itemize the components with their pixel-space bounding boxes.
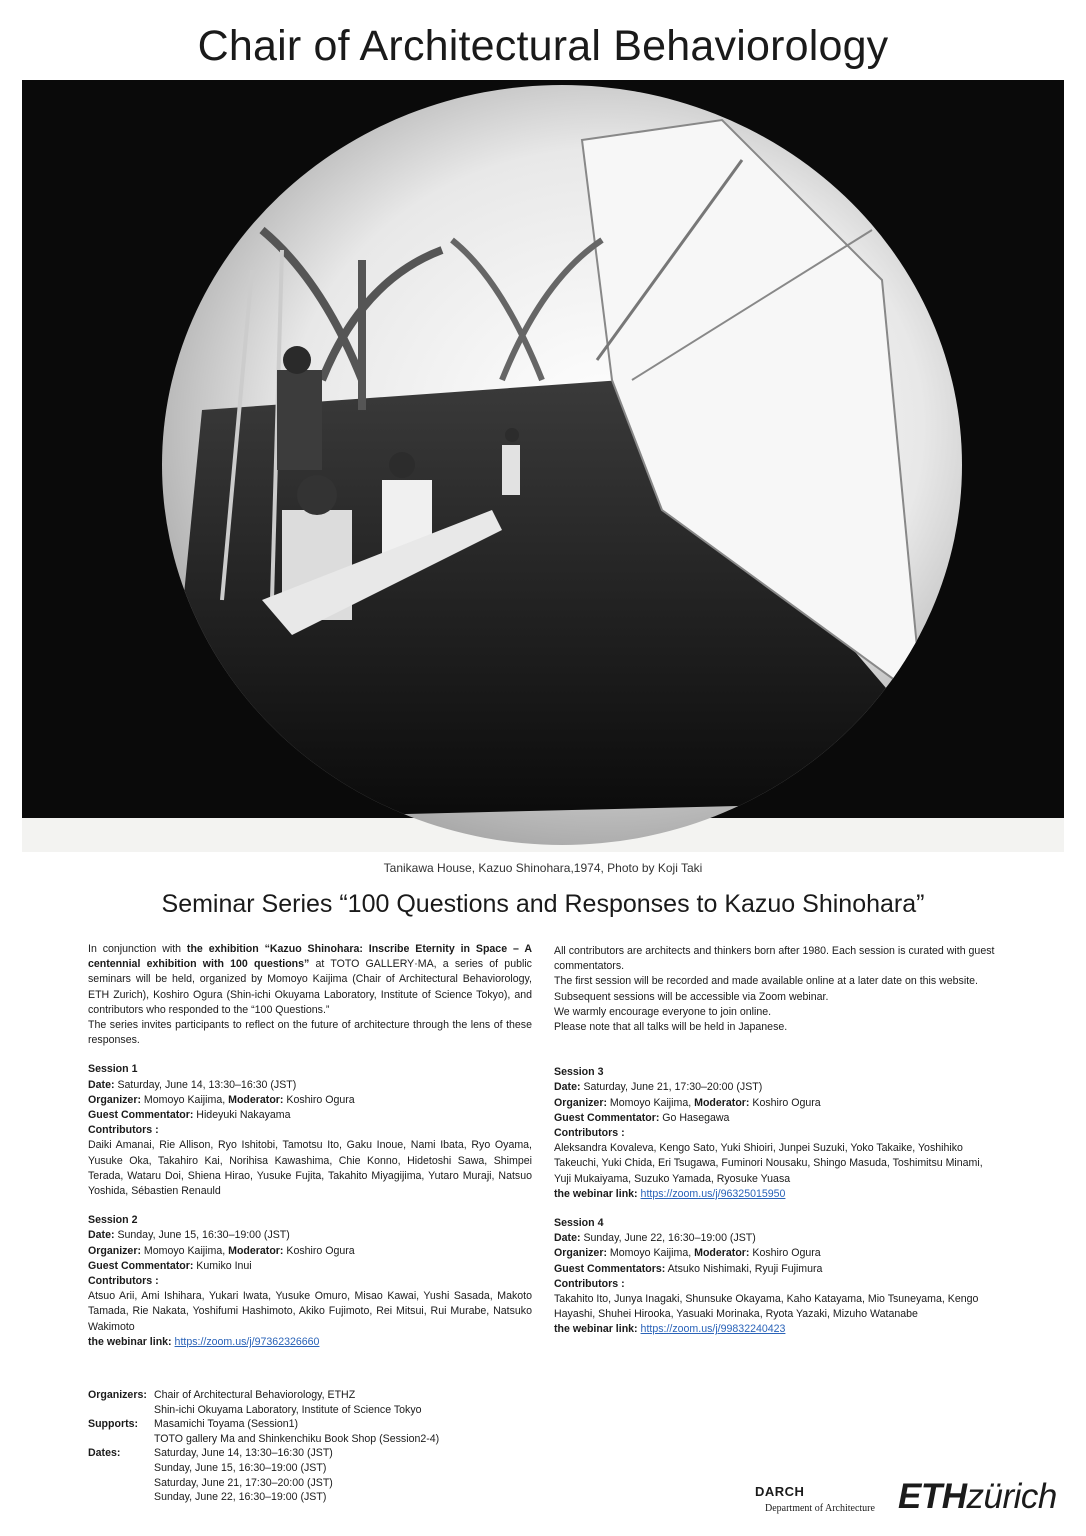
- right-column: [554, 944, 998, 1338]
- session-date: Date: Saturday, June 14, 13:30–16:30 (JST): [88, 1078, 297, 1091]
- contributors-list: Takahito Ito, Junya Inagaki, Shunsuke Okayama, Kaho Katayama, Mio Tsuneyama, Kengo Hayashi, Shuhei Hirooka, Yasuaki Morinaka, Ryota Yazaki, Mizuho Watanabe: [554, 1293, 979, 1321]
- session-2: [88, 1213, 532, 1350]
- organizer-line: Chair of Architectural Behaviorology, ETHZ: [154, 1389, 356, 1401]
- right-intro-4: Please note that all talks will be held in Japanese.: [554, 1021, 788, 1034]
- date-line: Saturday, June 21, 17:30–20:00 (JST): [154, 1476, 333, 1489]
- date-line: Sunday, June 22, 16:30–19:00 (JST): [154, 1491, 327, 1504]
- contributors-label: Contributors :: [88, 1124, 159, 1137]
- session-date: Date: Sunday, June 22, 16:30–19:00 (JST): [554, 1232, 756, 1245]
- date-line: Sunday, June 15, 16:30–19:00 (JST): [154, 1461, 327, 1474]
- webinar-row: the webinar link: https://zoom.us/j/99832240423: [554, 1323, 786, 1336]
- photo-caption: Tanikawa House, Kazuo Shinohara,1974, Photo by Koji Taki: [383, 861, 703, 875]
- organizers-label: Organizers:: [88, 1389, 147, 1401]
- supports-label: Supports:: [88, 1418, 139, 1431]
- intro-text-cont: at TOTO GALLERY·MA, a series of public seminars will be held, organized by Momoyo Kaijima (Chair of Architectural Behaviorology, ETH Zurich), Koshiro Ogura (Shin-ichi Okuyama Laboratory, Institute of Science Tokyo), and contributors who responded to the “100 Questions.”: [88, 958, 532, 1016]
- right-intro-3: We warmly encourage everyone to join online.: [554, 1005, 772, 1018]
- contributors-label: Contributors :: [554, 1127, 625, 1140]
- session-title: Session 4: [554, 1217, 604, 1230]
- webinar-link[interactable]: https://zoom.us/j/96325015950: [640, 1187, 786, 1200]
- photo: [22, 80, 1064, 852]
- footer-info: [88, 1388, 439, 1505]
- intro-paragraph-2: The series invites participants to reflect on the future of architecture through the lens of these responses.: [88, 1019, 532, 1047]
- supports-row: [88, 1417, 439, 1446]
- session-title: Session 2: [88, 1214, 138, 1227]
- date-line: Saturday, June 14, 13:30–16:30 (JST): [154, 1447, 333, 1460]
- session-4: [554, 1216, 998, 1338]
- intro-paragraph: [88, 942, 532, 1018]
- darch-title: DARCH: [755, 1484, 805, 1499]
- dates-label: Dates:: [88, 1447, 121, 1460]
- session-title: Session 3: [554, 1066, 604, 1079]
- contributors-label: Contributors :: [554, 1277, 625, 1290]
- webinar-link[interactable]: https://zoom.us/j/97362326660: [174, 1335, 320, 1348]
- session-commentator: Guest Commentator: Hideyuki Nakayama: [88, 1109, 291, 1122]
- session-3: [554, 1065, 998, 1202]
- session-commentator: Guest Commentator: Go Hasegawa: [554, 1111, 730, 1124]
- dates-row: [88, 1446, 439, 1504]
- session-organizer: Organizer: Momoyo Kaijima, Moderator: Koshiro Ogura: [88, 1244, 355, 1257]
- support-line: TOTO gallery Ma and Shinkenchiku Book Shop (Session2-4): [154, 1432, 440, 1445]
- webinar-row: the webinar link: https://zoom.us/j/97362326660: [88, 1335, 320, 1348]
- session-organizer: Organizer: Momoyo Kaijima, Moderator: Koshiro Ogura: [554, 1247, 821, 1260]
- session-date: Date: Saturday, June 21, 17:30–20:00 (JST): [554, 1081, 763, 1094]
- session-commentator: Guest Commentators: Atsuko Nishimaki, Ryuji Fujimura: [554, 1262, 823, 1275]
- eth-logo-rest: zürich: [966, 1477, 1057, 1516]
- session-organizer: Organizer: Momoyo Kaijima, Moderator: Koshiro Ogura: [554, 1096, 821, 1109]
- left-column: [88, 942, 532, 1350]
- session-date: Date: Sunday, June 15, 16:30–19:00 (JST): [88, 1229, 290, 1242]
- webinar-link[interactable]: https://zoom.us/j/99832240423: [640, 1323, 786, 1336]
- eth-logo-bold: ETH: [898, 1477, 967, 1516]
- contributors-list: Daiki Amanai, Rie Allison, Ryo Ishitobi, Tamotsu Ito, Gaku Inoue, Nami Ibata, Ryo Oyama, Yusuke Oka, Takahiro Kai, Norihisa Kawashima, Chie Konno, Hidetoshi Sawa, Shimpei Terada, Wataru Doi, Shiena Hirao, Yusuke Fujita, Takahito Miyagijima, Yutaro Muraji, Natsuo Yoshida, Sébastien Renauld: [88, 1139, 532, 1198]
- contributors-list: Aleksandra Kovaleva, Kengo Sato, Yuki Shioiri, Junpei Suzuki, Yoko Takaike, Yoshihiko Takeuchi, Yuki Chida, Eri Tsugawa, Fuminori Nousaku, Shingo Masuda, Toshimitsu Minami, Yuji Mukaiyama, Suzuko Yamada, Ryosuke Yuasa: [554, 1142, 983, 1185]
- darch-logo: [755, 1484, 875, 1514]
- right-intro-1: All contributors are architects and thinkers born after 1980. Each session is curated with guest commentators.: [554, 945, 995, 973]
- support-line: Masamichi Toyama (Session1): [154, 1418, 299, 1431]
- page-title: Chair of Architectural Behaviorology: [197, 22, 889, 70]
- right-intro-2: The first session will be recorded and made available online at a later date on this website. Subsequent sessions will be accessible via Zoom webinar.: [554, 975, 978, 1003]
- intro-text: In conjunction with: [88, 943, 187, 955]
- contributors-list: Atsuo Arii, Ami Ishihara, Yukari Iwata, Yusuke Omuro, Misao Kawai, Yushi Sasada, Makoto Tamada, Rie Nakata, Yoshifumi Hashimoto, Akiko Fujimoto, Rei Mitsui, Rui Murabe, Natsuko Wakimoto: [88, 1290, 532, 1333]
- session-1: [88, 1062, 532, 1199]
- session-organizer: Organizer: Momoyo Kaijima, Moderator: Koshiro Ogura: [88, 1093, 355, 1106]
- exhibition-title: the exhibition “Kazuo Shinohara: Inscribe Eternity in Space – A centennial exhibition with 100 questions”: [88, 943, 533, 971]
- session-title: Session 1: [88, 1063, 138, 1076]
- darch-subtitle: Department of Architecture: [765, 1503, 875, 1514]
- organizers-row: [88, 1388, 439, 1417]
- contributors-label: Contributors :: [88, 1275, 159, 1288]
- organizer-line: Shin-ichi Okuyama Laboratory, Institute of Science Tokyo: [154, 1403, 422, 1416]
- session-commentator: Guest Commentator: Kumiko Inui: [88, 1259, 252, 1272]
- webinar-row: the webinar link: https://zoom.us/j/96325015950: [554, 1187, 786, 1200]
- seminar-series-title: Seminar Series “100 Questions and Responses to Kazuo Shinohara”: [161, 890, 925, 918]
- eth-zurich-logo: [898, 1477, 1057, 1517]
